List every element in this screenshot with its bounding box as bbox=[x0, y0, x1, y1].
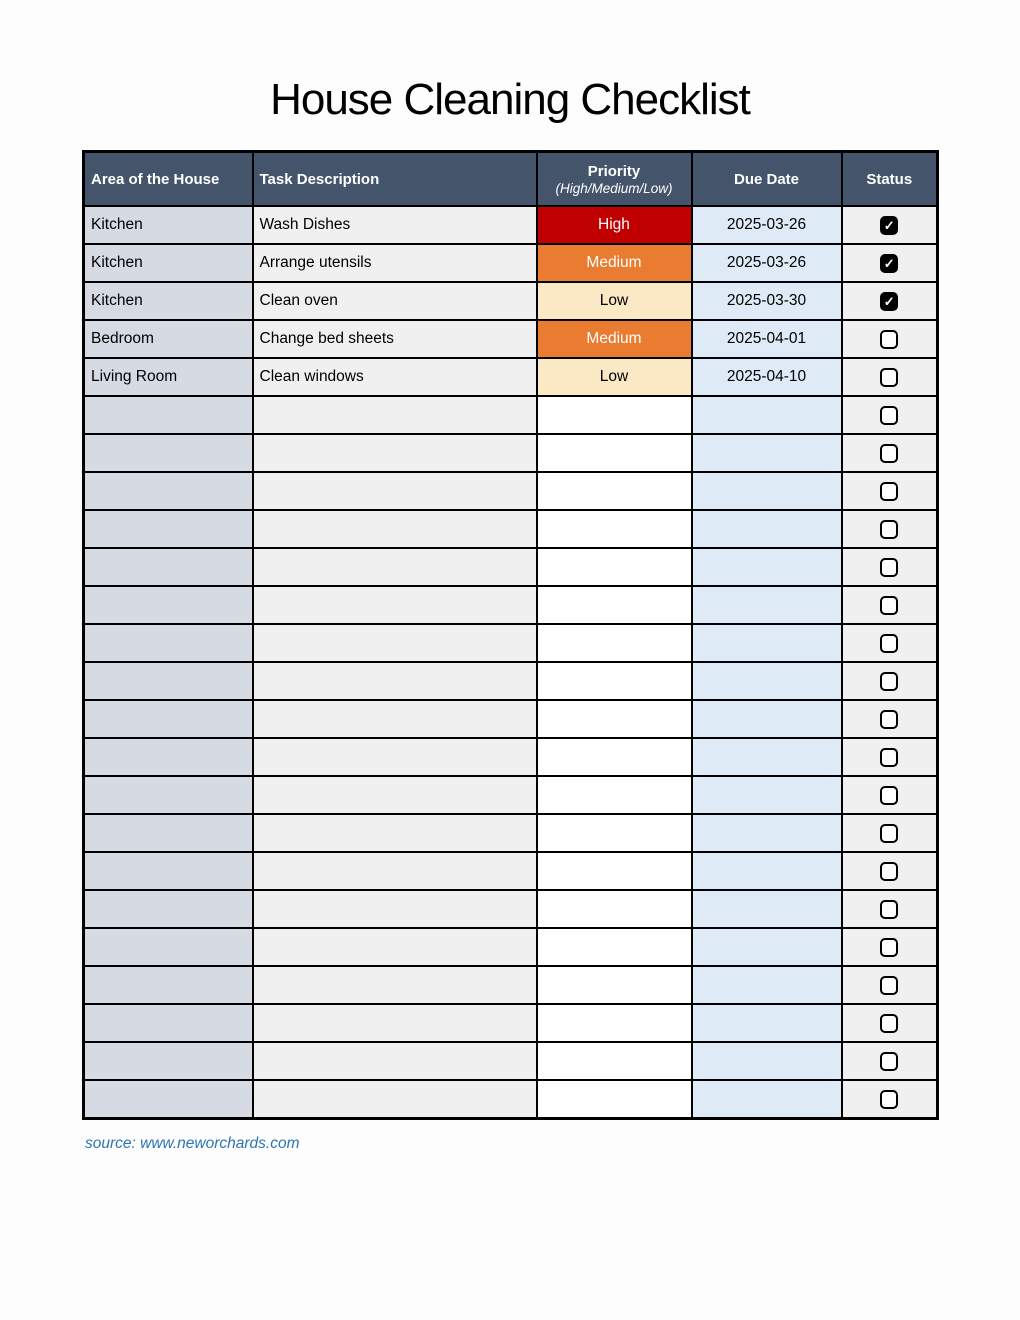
area-cell bbox=[84, 928, 253, 966]
due-date-cell bbox=[692, 1004, 842, 1042]
priority-cell bbox=[537, 966, 692, 1004]
header-task: Task Description bbox=[253, 152, 537, 207]
due-date-cell bbox=[692, 928, 842, 966]
priority-cell bbox=[537, 814, 692, 852]
header-status: Status bbox=[842, 152, 938, 207]
task-cell bbox=[253, 548, 537, 586]
area-cell bbox=[84, 700, 253, 738]
checkbox-unchecked-icon[interactable] bbox=[880, 558, 898, 577]
checkbox-unchecked-icon[interactable] bbox=[880, 596, 898, 615]
status-cell bbox=[842, 282, 938, 320]
area-cell bbox=[84, 510, 253, 548]
table-row-empty bbox=[84, 624, 938, 662]
checkbox-unchecked-icon[interactable] bbox=[880, 786, 898, 805]
due-date-cell bbox=[692, 510, 842, 548]
table-row-empty bbox=[84, 928, 938, 966]
header-row bbox=[84, 152, 938, 207]
due-date-cell bbox=[692, 890, 842, 928]
checkbox-unchecked-icon[interactable] bbox=[880, 330, 898, 349]
checkbox-unchecked-icon[interactable] bbox=[880, 1090, 898, 1109]
priority-cell bbox=[537, 624, 692, 662]
due-date-cell bbox=[692, 852, 842, 890]
due-date-cell bbox=[692, 1080, 842, 1119]
status-cell bbox=[842, 320, 938, 358]
table-row-empty bbox=[84, 434, 938, 472]
due-date-cell bbox=[692, 472, 842, 510]
table-row bbox=[84, 282, 938, 320]
area-cell: Kitchen bbox=[84, 206, 253, 244]
table-row-empty bbox=[84, 738, 938, 776]
area-cell bbox=[84, 776, 253, 814]
table-row-empty bbox=[84, 700, 938, 738]
due-date-cell: 2025-03-30 bbox=[692, 282, 842, 320]
priority-cell bbox=[537, 1080, 692, 1119]
header-priority-label: Priority bbox=[587, 162, 641, 180]
table-row bbox=[84, 206, 938, 244]
header-due-date: Due Date bbox=[692, 152, 842, 207]
status-cell bbox=[842, 966, 938, 1004]
checkbox-unchecked-icon[interactable] bbox=[880, 672, 898, 691]
area-cell: Living Room bbox=[84, 358, 253, 396]
area-cell: Bedroom bbox=[84, 320, 253, 358]
checkbox-unchecked-icon[interactable] bbox=[880, 482, 898, 501]
checkbox-unchecked-icon[interactable] bbox=[880, 976, 898, 995]
priority-cell bbox=[537, 662, 692, 700]
status-cell bbox=[842, 510, 938, 548]
task-cell bbox=[253, 928, 537, 966]
table-row-empty bbox=[84, 1004, 938, 1042]
task-cell bbox=[253, 966, 537, 1004]
table-row-empty bbox=[84, 1080, 938, 1119]
header-area: Area of the House bbox=[84, 152, 253, 207]
status-cell bbox=[842, 244, 938, 282]
status-cell bbox=[842, 396, 938, 434]
priority-cell bbox=[537, 1004, 692, 1042]
due-date-cell bbox=[692, 776, 842, 814]
priority-cell bbox=[537, 852, 692, 890]
table-row-empty bbox=[84, 852, 938, 890]
priority-cell: High bbox=[537, 206, 692, 244]
task-cell: Change bed sheets bbox=[253, 320, 537, 358]
priority-cell bbox=[537, 510, 692, 548]
checkbox-unchecked-icon[interactable] bbox=[880, 1014, 898, 1033]
priority-cell: Low bbox=[537, 282, 692, 320]
checkbox-unchecked-icon[interactable] bbox=[880, 406, 898, 425]
status-cell bbox=[842, 700, 938, 738]
checklist-table bbox=[82, 150, 939, 1120]
area-cell bbox=[84, 966, 253, 1004]
checkbox-unchecked-icon[interactable] bbox=[880, 368, 898, 387]
priority-cell bbox=[537, 700, 692, 738]
priority-cell bbox=[537, 776, 692, 814]
priority-cell bbox=[537, 434, 692, 472]
due-date-cell bbox=[692, 700, 842, 738]
table-row-empty bbox=[84, 548, 938, 586]
priority-cell bbox=[537, 586, 692, 624]
area-cell bbox=[84, 814, 253, 852]
header-priority bbox=[537, 152, 692, 207]
due-date-cell bbox=[692, 1042, 842, 1080]
table-row bbox=[84, 244, 938, 282]
priority-cell bbox=[537, 396, 692, 434]
checkbox-checked-icon[interactable]: ✓ bbox=[880, 254, 898, 273]
checkbox-unchecked-icon[interactable] bbox=[880, 748, 898, 767]
checkbox-unchecked-icon[interactable] bbox=[880, 938, 898, 957]
due-date-cell bbox=[692, 548, 842, 586]
area-cell bbox=[84, 548, 253, 586]
task-cell bbox=[253, 700, 537, 738]
due-date-cell bbox=[692, 966, 842, 1004]
checkbox-checked-icon[interactable]: ✓ bbox=[880, 292, 898, 311]
priority-cell: Low bbox=[537, 358, 692, 396]
table-row-empty bbox=[84, 776, 938, 814]
task-cell bbox=[253, 472, 537, 510]
area-cell bbox=[84, 472, 253, 510]
due-date-cell bbox=[692, 624, 842, 662]
task-cell: Clean windows bbox=[253, 358, 537, 396]
status-cell bbox=[842, 738, 938, 776]
priority-cell bbox=[537, 548, 692, 586]
status-cell bbox=[842, 890, 938, 928]
task-cell: Clean oven bbox=[253, 282, 537, 320]
task-cell bbox=[253, 586, 537, 624]
status-cell bbox=[842, 662, 938, 700]
status-cell bbox=[842, 548, 938, 586]
status-cell bbox=[842, 624, 938, 662]
task-cell bbox=[253, 434, 537, 472]
area-cell bbox=[84, 852, 253, 890]
priority-cell: Medium bbox=[537, 244, 692, 282]
header-priority-sublabel: (High/Medium/Low) bbox=[555, 180, 673, 196]
due-date-cell bbox=[692, 814, 842, 852]
due-date-cell: 2025-04-10 bbox=[692, 358, 842, 396]
status-cell bbox=[842, 1042, 938, 1080]
status-cell bbox=[842, 472, 938, 510]
area-cell bbox=[84, 586, 253, 624]
table-row-empty bbox=[84, 472, 938, 510]
area-cell bbox=[84, 662, 253, 700]
table-row-empty bbox=[84, 510, 938, 548]
priority-cell bbox=[537, 738, 692, 776]
task-cell bbox=[253, 624, 537, 662]
task-cell: Wash Dishes bbox=[253, 206, 537, 244]
status-cell bbox=[842, 814, 938, 852]
area-cell bbox=[84, 1004, 253, 1042]
checkbox-unchecked-icon[interactable] bbox=[880, 710, 898, 729]
table-row-empty bbox=[84, 1042, 938, 1080]
area-cell bbox=[84, 890, 253, 928]
due-date-cell: 2025-03-26 bbox=[692, 244, 842, 282]
status-cell bbox=[842, 1004, 938, 1042]
due-date-cell bbox=[692, 434, 842, 472]
area-cell bbox=[84, 738, 253, 776]
due-date-cell bbox=[692, 396, 842, 434]
area-cell bbox=[84, 1042, 253, 1080]
source-link[interactable]: source: www.neworchards.com bbox=[85, 1135, 300, 1152]
task-cell bbox=[253, 510, 537, 548]
table-row-empty bbox=[84, 890, 938, 928]
table-row-empty bbox=[84, 662, 938, 700]
task-cell bbox=[253, 1004, 537, 1042]
status-cell bbox=[842, 776, 938, 814]
table-row-empty bbox=[84, 396, 938, 434]
status-cell bbox=[842, 852, 938, 890]
priority-cell bbox=[537, 890, 692, 928]
priority-cell bbox=[537, 928, 692, 966]
priority-cell bbox=[537, 1042, 692, 1080]
area-cell bbox=[84, 434, 253, 472]
area-cell bbox=[84, 1080, 253, 1119]
task-cell bbox=[253, 1042, 537, 1080]
table-row bbox=[84, 320, 938, 358]
due-date-cell bbox=[692, 738, 842, 776]
checkbox-unchecked-icon[interactable] bbox=[880, 1052, 898, 1071]
checkbox-unchecked-icon[interactable] bbox=[880, 862, 898, 881]
checkbox-checked-icon[interactable]: ✓ bbox=[880, 216, 898, 235]
task-cell bbox=[253, 776, 537, 814]
task-cell bbox=[253, 814, 537, 852]
task-cell bbox=[253, 890, 537, 928]
area-cell: Kitchen bbox=[84, 244, 253, 282]
priority-cell: Medium bbox=[537, 320, 692, 358]
checkbox-unchecked-icon[interactable] bbox=[880, 824, 898, 843]
status-cell bbox=[842, 206, 938, 244]
status-cell bbox=[842, 1080, 938, 1119]
checkbox-unchecked-icon[interactable] bbox=[880, 900, 898, 919]
page-title: House Cleaning Checklist bbox=[270, 75, 750, 124]
status-cell bbox=[842, 434, 938, 472]
checkbox-unchecked-icon[interactable] bbox=[880, 520, 898, 539]
table-row-empty bbox=[84, 814, 938, 852]
task-cell bbox=[253, 852, 537, 890]
table-row-empty bbox=[84, 966, 938, 1004]
task-cell bbox=[253, 738, 537, 776]
area-cell bbox=[84, 624, 253, 662]
area-cell: Kitchen bbox=[84, 282, 253, 320]
task-cell bbox=[253, 662, 537, 700]
table-body bbox=[84, 206, 938, 1119]
area-cell bbox=[84, 396, 253, 434]
status-cell bbox=[842, 586, 938, 624]
due-date-cell: 2025-04-01 bbox=[692, 320, 842, 358]
status-cell bbox=[842, 358, 938, 396]
due-date-cell bbox=[692, 586, 842, 624]
priority-cell bbox=[537, 472, 692, 510]
due-date-cell: 2025-03-26 bbox=[692, 206, 842, 244]
task-cell: Arrange utensils bbox=[253, 244, 537, 282]
checkbox-unchecked-icon[interactable] bbox=[880, 634, 898, 653]
table-row-empty bbox=[84, 586, 938, 624]
status-cell bbox=[842, 928, 938, 966]
task-cell bbox=[253, 1080, 537, 1119]
due-date-cell bbox=[692, 662, 842, 700]
task-cell bbox=[253, 396, 537, 434]
table-row bbox=[84, 358, 938, 396]
checkbox-unchecked-icon[interactable] bbox=[880, 444, 898, 463]
